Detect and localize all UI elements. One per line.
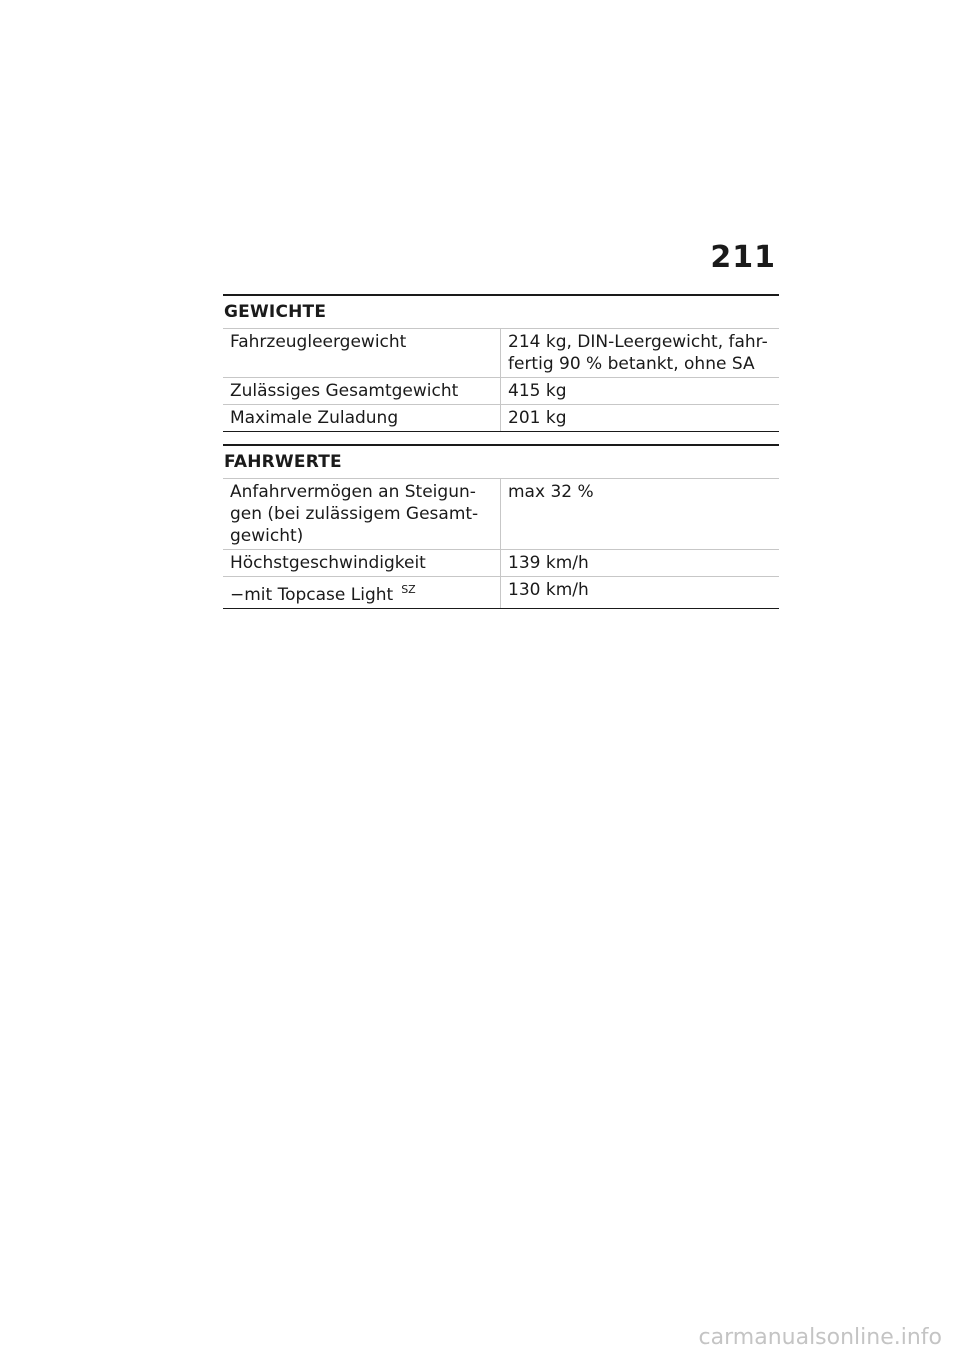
spec-table-fahrwerte	[223, 478, 779, 609]
row-value: 130 km/h	[501, 577, 780, 609]
row-label-text: −mit Topcase Light	[230, 585, 394, 605]
watermark: carmanualsonline.info	[698, 1325, 942, 1350]
table-row	[223, 479, 779, 550]
row-label: Fahrzeugleergewicht	[223, 329, 501, 378]
section-fahrwerte	[223, 444, 779, 609]
row-label: Anfahrvermögen an Steigun- gen (bei zulässigem Gesamt- gewicht)	[223, 479, 501, 550]
section-title: GEWICHTE	[224, 302, 327, 322]
row-label: Höchstgeschwindigkeit	[223, 550, 501, 577]
table-row	[223, 378, 779, 405]
table-row	[223, 329, 779, 378]
spec-table-gewichte	[223, 328, 779, 432]
row-label: Zulässiges Gesamtgewicht	[223, 378, 501, 405]
row-label	[223, 577, 501, 609]
table-row	[223, 577, 779, 609]
table-row	[223, 405, 779, 432]
page-number: 211	[710, 240, 776, 275]
row-value: 201 kg	[501, 405, 780, 432]
row-value: 214 kg, DIN-Leergewicht, fahr- fertig 90 % betankt, ohne SA	[501, 329, 780, 378]
row-label: Maximale Zuladung	[223, 405, 501, 432]
row-value: 139 km/h	[501, 550, 780, 577]
section-gewichte	[223, 294, 779, 432]
table-row	[223, 550, 779, 577]
row-value: max 32 %	[501, 479, 780, 550]
row-value: 415 kg	[501, 378, 780, 405]
superscript-sz: SZ	[401, 583, 416, 596]
section-title: FAHRWERTE	[224, 452, 342, 472]
